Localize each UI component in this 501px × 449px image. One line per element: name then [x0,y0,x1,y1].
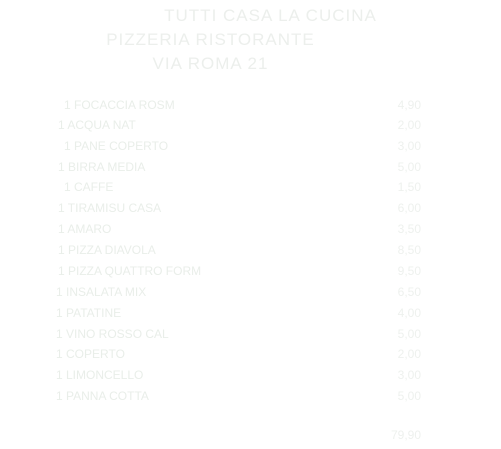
item-price: 4,00 [397,306,421,320]
item-label: 1 TIRAMISU CASA [58,201,162,215]
line-item [0,160,501,180]
line-item [0,389,501,409]
line-item [0,285,501,305]
item-label: 1 LIMONCELLO [56,368,144,382]
item-price: 9,50 [397,264,421,278]
item-price: 3,00 [397,139,421,153]
line-item [0,139,501,159]
item-label: 1 PIZZA DIAVOLA [58,243,156,257]
item-label: 1 PIZZA QUATTRO FORM [58,264,202,278]
line-item [0,243,501,263]
item-price: 5,00 [397,160,421,174]
line-item [0,222,501,242]
line-item [0,306,501,326]
item-label: 1 FOCACCIA ROSM [64,98,175,112]
line-item [0,327,501,347]
item-label: 1 COPERTO [56,347,125,361]
item-label: 1 ACQUA NAT [58,118,136,132]
line-item [0,347,501,367]
item-label: 1 PANE COPERTO [64,139,169,153]
item-price: 2,00 [397,347,421,361]
item-price: 3,50 [397,222,421,236]
total-amount: 79,90 [390,428,421,442]
line-item [0,264,501,284]
line-item [0,98,501,118]
line-item [0,368,501,388]
item-price: 8,50 [397,243,421,257]
item-price: 1,50 [397,180,421,194]
item-price: 3,00 [397,368,421,382]
item-price: 4,90 [397,98,421,112]
item-label: 1 INSALATA MIX [56,285,147,299]
item-price: 5,00 [397,327,421,341]
line-item [0,201,501,221]
header-line-2: PIZZERIA RISTORANTE [106,30,315,49]
line-item [0,118,501,138]
item-price: 2,00 [397,118,421,132]
item-price: 5,00 [397,389,421,403]
item-price: 6,00 [397,201,421,215]
item-label: 1 PATATINE [56,306,122,320]
item-label: 1 AMARO [58,222,112,236]
item-label: 1 BIRRA MEDIA [58,160,146,174]
header-line-1: TUTTI CASA LA CUCINA [164,6,377,25]
item-price: 6,50 [397,285,421,299]
item-label: 1 VINO ROSSO CAL [56,327,169,341]
line-item [0,180,501,200]
item-label: 1 CAFFE [64,180,114,194]
header-line-3: VIA ROMA 21 [152,54,269,73]
item-label: 1 PANNA COTTA [56,389,149,403]
